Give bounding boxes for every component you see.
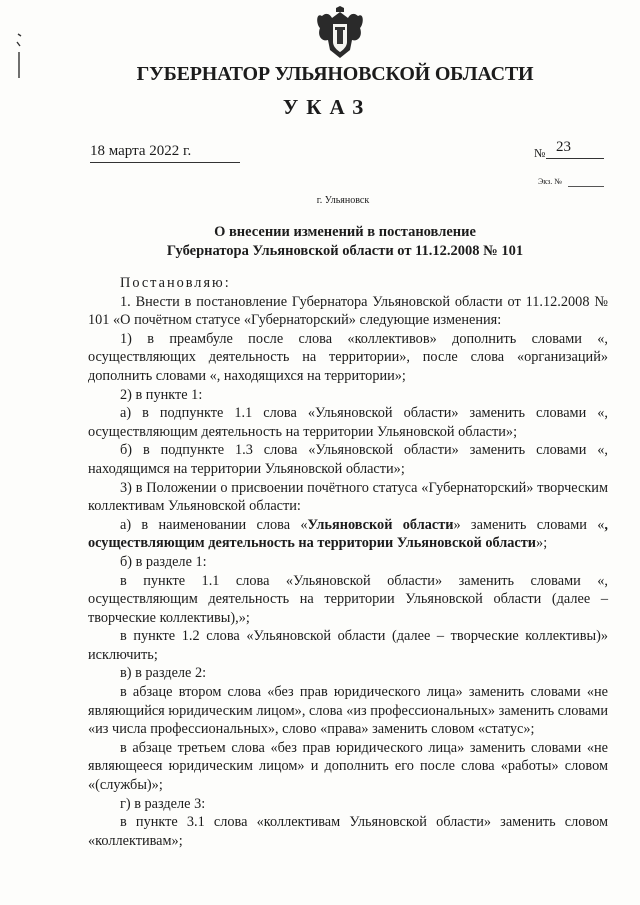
decree-word: Постановляю: (120, 275, 231, 291)
bold-text-run: , осуществляющим деятельность на территории Ульяновской области (88, 516, 608, 552)
paragraph: в пункте 1.2 слова «Ульяновской области (далее – творческие коллективы)» исключить; (88, 628, 608, 663)
number-label: № (534, 146, 546, 160)
paragraph: в абзаце втором слова «без прав юридического лица» заменить словами «не являющийся юридическим лицом», слова «из профессиональных» заменить словами «из числа профессиональных», слово «права» заменить словом «статус»; (88, 684, 608, 738)
decree-date: 18 марта 2022 г. (90, 143, 240, 163)
paragraph: б) в разделе 1: (120, 553, 207, 570)
copy-number-label: Экз. № (538, 177, 562, 186)
paragraph: 3) в Положении о присвоении почётного статуса «Губернаторский» творческим коллективам Ульяновской области: (88, 479, 608, 515)
paragraph (88, 516, 608, 553)
paragraph: в абзаце третьем слова «без прав юридического лица» заменить словами «не являющееся юридическим лицом» и дополнить его после слова «работы» словом «(службы)»; (88, 739, 608, 794)
subject-line-2: Губернатора Ульяновской области от 11.12.2008 № 101 (166, 243, 524, 259)
paragraph: в пункте 1.1 слова «Ульяновской области» заменить словами «, осуществляющим деятельность на территории Ульяновской области (далее – творческие коллективы),»; (88, 572, 608, 626)
text-run: а) в наименовании слова « (120, 516, 308, 533)
paragraph: 1) в преамбуле после слова «коллективов» дополнить словами «, осуществляющих деятельность на территории», после слова «организаций» дополнить словами «, находящихся на территории»; (88, 330, 608, 384)
paragraph: г) в разделе 3: (120, 795, 206, 812)
document-type: УКАЗ (282, 95, 372, 119)
copy-number-blank (568, 186, 604, 187)
paragraph: 1. Внести в постановление Губернатора Ульяновской области от 11.12.2008 № 101 «О почётном статусе «Губернаторский» следующие изменения: (88, 293, 608, 329)
paragraph: 2) в пункте 1: (120, 386, 203, 403)
paragraph: б) в подпункте 1.3 слова «Ульяновской области» заменить словами «, находящимся на территории Ульяновской области»; (88, 442, 608, 477)
bold-text-run: Ульяновской области (307, 516, 454, 533)
paragraph: в пункте 3.1 слова «коллективам Ульяновской области» заменить словом «коллективам»; (88, 814, 608, 849)
text-run: » заменить словами « (453, 516, 605, 533)
decree-body (88, 274, 608, 850)
coat-of-arms-emblem (314, 6, 366, 62)
city: г. Ульяновск (316, 195, 370, 206)
subject-line-1: О внесении изменений в постановление (214, 224, 476, 240)
decree-subject (0, 223, 640, 261)
paragraph: в) в разделе 2: (120, 665, 207, 682)
issuer-title: ГУБЕРНАТОР УЛЬЯНОВСКОЙ ОБЛАСТИ (136, 63, 534, 85)
decree-number: 23 (546, 139, 604, 159)
text-run: »; (536, 535, 548, 552)
paragraph: а) в подпункте 1.1 слова «Ульяновской области» заменить словами «, осуществляющим деятельность на территории Ульяновской области»; (88, 405, 608, 440)
